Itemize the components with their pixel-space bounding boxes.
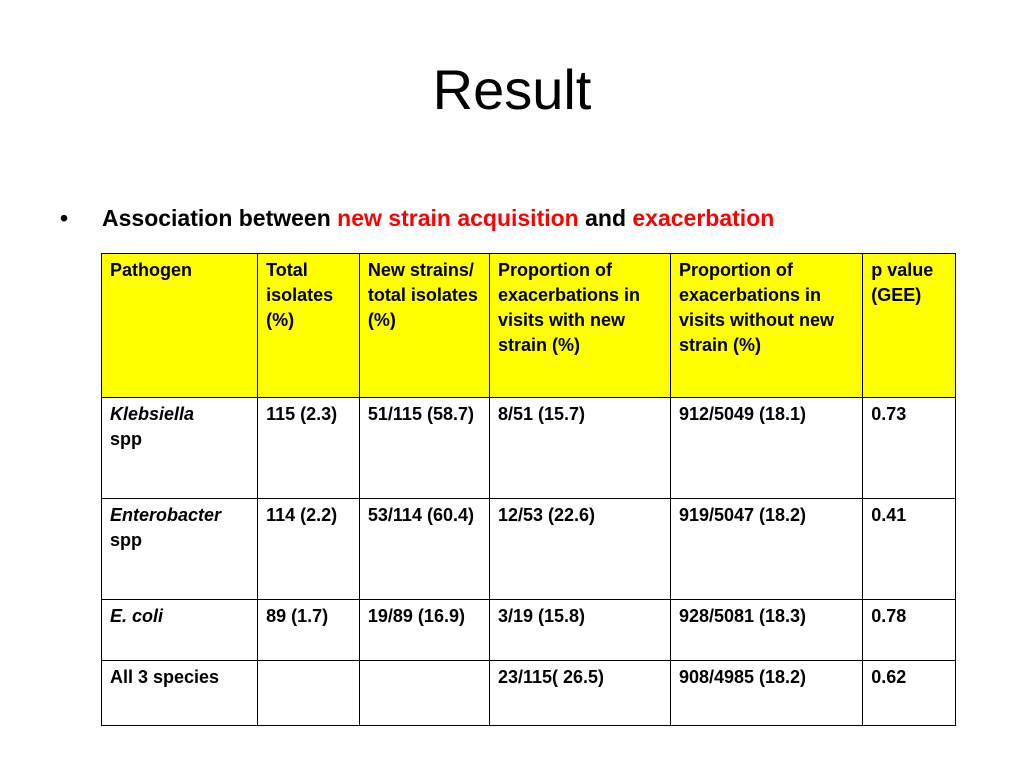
cell-pathogen [102, 398, 258, 499]
table-row [102, 661, 956, 726]
header-p-value: p value (GEE) [863, 254, 956, 398]
bullet-icon: • [60, 205, 69, 231]
cell-new-strains: 19/89 (16.9) [359, 600, 489, 661]
cell-total [258, 661, 360, 726]
cell-p-value: 0.78 [863, 600, 956, 661]
header-total-isolates: Total isolates (%) [258, 254, 360, 398]
cell-new-strains: 51/115 (58.7) [359, 398, 489, 499]
cell-total: 89 (1.7) [258, 600, 360, 661]
cell-with-new: 23/115( 26.5) [489, 661, 670, 726]
pathogen-genus: Enterobacter [110, 505, 222, 525]
bullet-text-and: and [585, 205, 626, 231]
header-without-new-strain: Proportion of exacerbations in visits without new strain (%) [670, 254, 862, 398]
cell-pathogen [102, 600, 258, 661]
cell-with-new: 3/19 (15.8) [489, 600, 670, 661]
table-row [102, 600, 956, 661]
table-row [102, 398, 956, 499]
bullet-highlight-exacerbation: exacerbation [632, 205, 775, 231]
cell-pathogen: All 3 species [102, 661, 258, 726]
table-body [102, 398, 956, 726]
cell-new-strains [359, 661, 489, 726]
cell-p-value: 0.41 [863, 499, 956, 600]
header-row [102, 254, 956, 398]
cell-without-new: 919/5047 (18.2) [670, 499, 862, 600]
header-with-new-strain: Proportion of exacerbations in visits with new strain (%) [489, 254, 670, 398]
pathogen-suffix: spp [110, 530, 143, 550]
cell-pathogen [102, 499, 258, 600]
table-row [102, 499, 956, 600]
cell-total: 114 (2.2) [258, 499, 360, 600]
bullet-text-part1: Association between [102, 205, 331, 231]
cell-p-value: 0.62 [863, 661, 956, 726]
cell-without-new: 912/5049 (18.1) [670, 398, 862, 499]
cell-without-new: 908/4985 (18.2) [670, 661, 862, 726]
header-pathogen: Pathogen [102, 254, 258, 398]
pathogen-genus: Klebsiella [110, 404, 195, 424]
cell-with-new: 12/53 (22.6) [489, 499, 670, 600]
cell-without-new: 928/5081 (18.3) [670, 600, 862, 661]
bullet-highlight-new-strain: new strain acquisition [337, 205, 579, 231]
cell-with-new: 8/51 (15.7) [489, 398, 670, 499]
results-table [101, 253, 956, 726]
header-new-strains: New strains/ total isolates (%) [359, 254, 489, 398]
bullet-point [60, 205, 774, 233]
table-header [102, 254, 956, 398]
slide-title: Result [432, 58, 592, 121]
cell-total: 115 (2.3) [258, 398, 360, 499]
pathogen-suffix: spp [110, 429, 143, 449]
cell-new-strains: 53/114 (60.4) [359, 499, 489, 600]
pathogen-genus: E. coli [110, 606, 164, 626]
cell-p-value: 0.73 [863, 398, 956, 499]
